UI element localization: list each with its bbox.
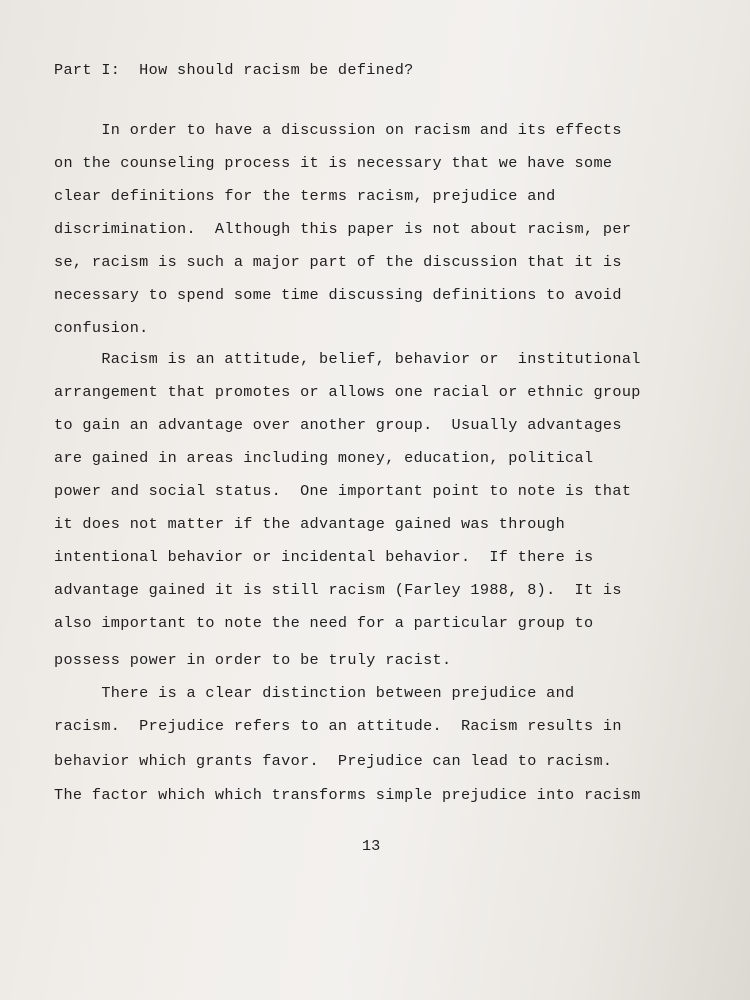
body-line: to gain an advantage over another group. Usually advantages — [54, 416, 622, 434]
page-number: 13 — [362, 837, 381, 855]
body-line: discrimination. Although this paper is not about racism, per — [54, 220, 632, 238]
body-line: In order to have a discussion on racism and its effects — [54, 121, 622, 139]
body-line: arrangement that promotes or allows one racial or ethnic group — [54, 383, 641, 401]
body-line: it does not matter if the advantage gained was through — [54, 515, 566, 533]
body-line: are gained in areas including money, education, political — [54, 449, 594, 467]
body-line: behavior which grants favor. Prejudice can lead to racism. — [54, 752, 613, 770]
body-line: confusion. — [54, 319, 149, 337]
body-line: power and social status. One important point to note is that — [54, 482, 632, 500]
section-heading: Part I: How should racism be defined? — [54, 61, 414, 79]
body-line: on the counseling process it is necessary that we have some — [54, 154, 613, 172]
body-line: advantage gained it is still racism (Farley 1988, 8). It is — [54, 581, 622, 599]
body-line: racism. Prejudice refers to an attitude. Racism results in — [54, 717, 622, 735]
body-line: se, racism is such a major part of the discussion that it is — [54, 253, 622, 271]
body-line: Racism is an attitude, belief, behavior or institutional — [54, 350, 641, 368]
body-line: clear definitions for the terms racism, prejudice and — [54, 187, 556, 205]
body-line: possess power in order to be truly racist. — [54, 651, 452, 669]
body-line: necessary to spend some time discussing definitions to avoid — [54, 286, 622, 304]
body-line: also important to note the need for a particular group to — [54, 614, 594, 632]
body-line: There is a clear distinction between prejudice and — [54, 684, 575, 702]
body-line: intentional behavior or incidental behavior. If there is — [54, 548, 594, 566]
body-line: The factor which which transforms simple prejudice into racism — [54, 786, 641, 804]
